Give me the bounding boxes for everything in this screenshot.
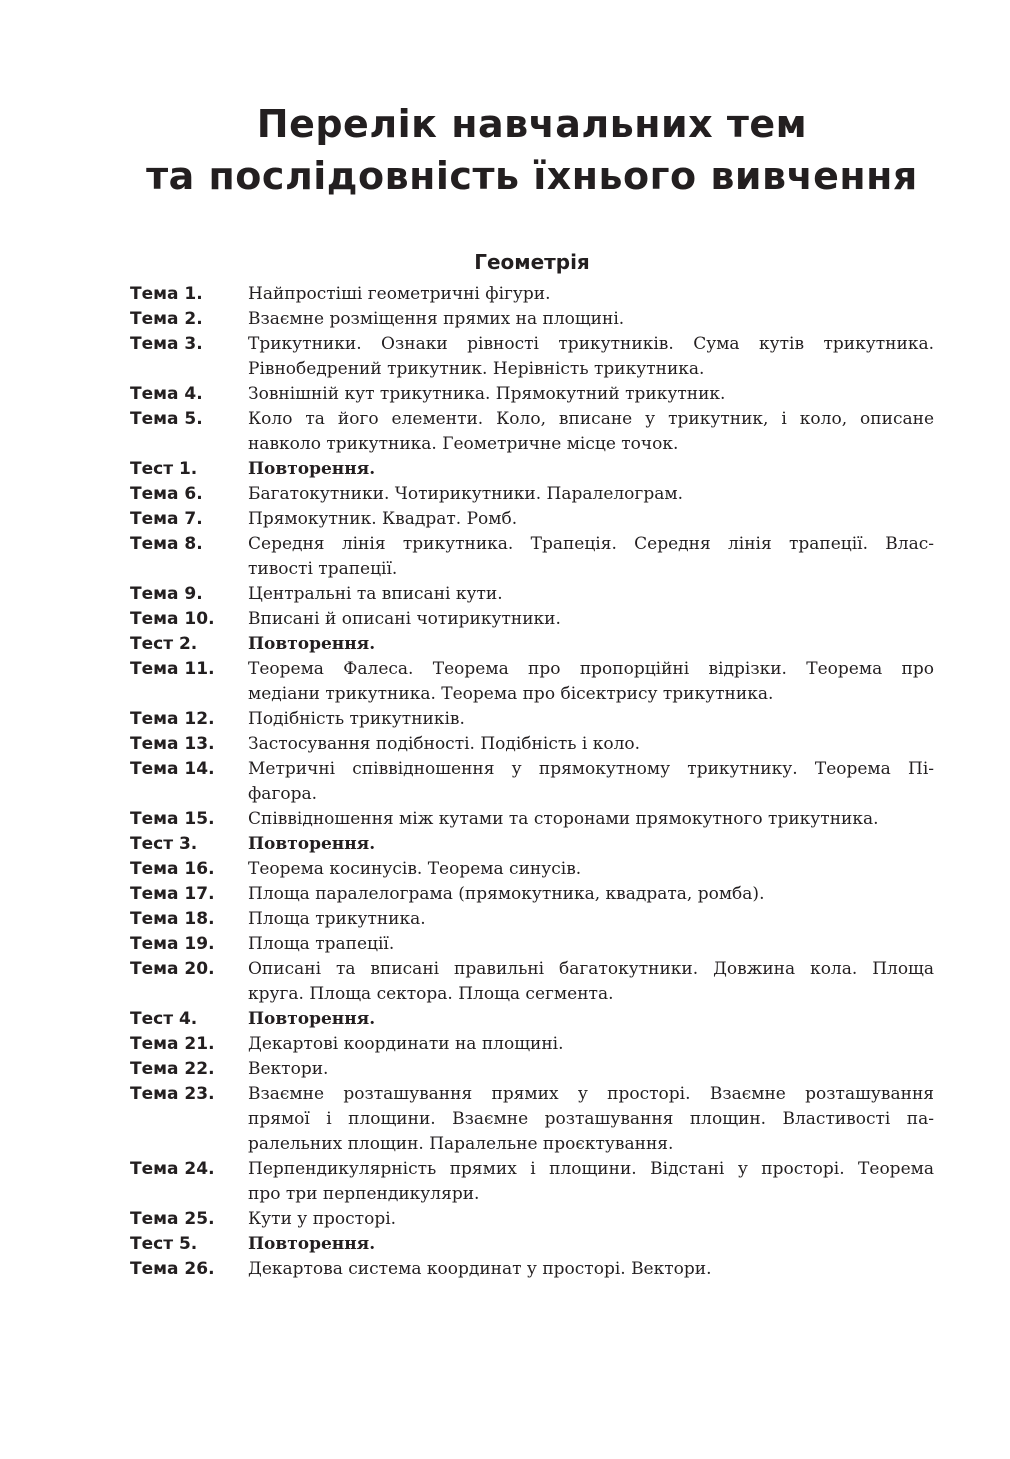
topic-row <box>130 882 934 907</box>
topic-label: Тест 1. <box>130 459 198 479</box>
topic-label: Тема 11. <box>130 659 215 679</box>
topic-text-line: Взаємне розташування прямих у просторі. Взаємне розташування <box>248 1084 934 1104</box>
topic-text-line: тивості трапеції. <box>248 559 398 579</box>
topic-text-line: Вектори. <box>248 1059 329 1079</box>
topic-label: Тема 25. <box>130 1209 215 1229</box>
topic-text-line: Середня лінія трикутника. Трапеція. Середня лінія трапеції. Влас- <box>248 534 934 554</box>
topic-row <box>130 632 934 657</box>
topic-text-line: Повторення. <box>248 459 376 479</box>
topic-row <box>130 857 934 882</box>
topic-row <box>130 607 934 632</box>
topic-label: Тема 6. <box>130 484 203 504</box>
topic-text-line: Вписані й описані чотирикутники. <box>248 609 561 629</box>
topic-text <box>248 482 934 507</box>
topic-text-line: Застосування подібності. Подібність і коло. <box>248 734 641 754</box>
topic-text <box>248 832 934 857</box>
topic-row <box>130 482 934 507</box>
topic-label: Тема 20. <box>130 959 215 979</box>
topic-text <box>248 582 934 607</box>
topic-text-line: прямої і площини. Взаємне розташування площин. Властивості па- <box>248 1109 934 1129</box>
topic-text <box>248 382 934 407</box>
topic-row <box>130 957 934 1007</box>
topic-label: Тема 13. <box>130 734 215 754</box>
topic-text-line: ралельних площин. Паралельне проєктування. <box>248 1134 674 1154</box>
topics-list <box>130 282 934 1282</box>
topic-text-line: Декартова система координат у просторі. Вектори. <box>248 1259 712 1279</box>
topic-text <box>248 732 934 757</box>
topic-text <box>248 632 934 657</box>
topic-text <box>248 457 934 482</box>
topic-label: Тест 3. <box>130 834 198 854</box>
topic-label: Тест 5. <box>130 1234 198 1254</box>
topic-text-line: Подібність трикутників. <box>248 709 465 729</box>
topic-text-line: круга. Площа сектора. Площа сегмента. <box>248 984 614 1004</box>
topic-row <box>130 582 934 607</box>
topic-row <box>130 657 934 707</box>
topic-text-line: Перпендикулярність прямих і площини. Відстані у просторі. Теорема <box>248 1159 934 1179</box>
topic-row <box>130 1007 934 1032</box>
topic-row <box>130 507 934 532</box>
topic-text-line: про три перпендикуляри. <box>248 1184 480 1204</box>
topic-label: Тема 7. <box>130 509 203 529</box>
topic-label: Тема 1. <box>130 284 203 304</box>
topic-label: Тема 26. <box>130 1259 215 1279</box>
page-title-line-1: Перелік навчальних тем <box>256 102 808 146</box>
topic-text <box>248 332 934 382</box>
topic-text-line: медіани трикутника. Теорема про бісектрису трикутника. <box>248 684 774 704</box>
topic-text-line: Коло та його елементи. Коло, вписане у трикутник, і коло, описане <box>248 409 934 429</box>
topic-label: Тема 15. <box>130 809 215 829</box>
topic-text-line: Кути у просторі. <box>248 1209 397 1229</box>
topic-text-line: Теорема косинусів. Теорема синусів. <box>248 859 582 879</box>
topic-row <box>130 1057 934 1082</box>
topic-label: Тест 2. <box>130 634 198 654</box>
topic-text <box>248 657 934 707</box>
topic-row <box>130 382 934 407</box>
topic-row <box>130 282 934 307</box>
topic-text <box>248 407 934 457</box>
topic-row <box>130 807 934 832</box>
topic-text-line: Площа трапеції. <box>248 934 395 954</box>
topic-text <box>248 882 934 907</box>
subject-heading: Геометрія <box>474 250 590 274</box>
topic-row <box>130 1032 934 1057</box>
topic-text <box>248 607 934 632</box>
topic-row <box>130 832 934 857</box>
topic-label: Тема 2. <box>130 309 203 329</box>
topic-text <box>248 857 934 882</box>
topic-text-line: Теорема Фалеса. Теорема про пропорційні відрізки. Теорема про <box>248 659 934 679</box>
page-title-line-2: та послідовність їхнього вивчення <box>146 154 918 198</box>
topic-row <box>130 307 934 332</box>
topic-text-line: Площа трикутника. <box>248 909 426 929</box>
topic-row <box>130 332 934 382</box>
topic-row <box>130 457 934 482</box>
topic-text <box>248 1082 934 1157</box>
topic-text <box>248 1257 934 1282</box>
topic-label: Тест 4. <box>130 1009 198 1029</box>
topic-text-line: Взаємне розміщення прямих на площині. <box>248 309 625 329</box>
topic-text <box>248 907 934 932</box>
topic-text <box>248 807 934 832</box>
topic-row <box>130 1082 934 1157</box>
topic-text-line: Описані та вписані правильні багатокутники. Довжина кола. Площа <box>248 959 934 979</box>
topic-text-line: Співвідношення між кутами та сторонами прямокутного трикутника. <box>248 809 879 829</box>
topic-text <box>248 957 934 1007</box>
topic-label: Тема 22. <box>130 1059 215 1079</box>
topic-row <box>130 907 934 932</box>
topic-text <box>248 282 934 307</box>
topic-label: Тема 8. <box>130 534 203 554</box>
topic-row <box>130 1207 934 1232</box>
topic-text <box>248 1207 934 1232</box>
topic-text-line: Повторення. <box>248 634 376 654</box>
topic-label: Тема 21. <box>130 1034 215 1054</box>
topic-text-line: Центральні та вписані кути. <box>248 584 503 604</box>
topic-row <box>130 1257 934 1282</box>
topic-text-line: Прямокутник. Квадрат. Ромб. <box>248 509 518 529</box>
topic-label: Тема 9. <box>130 584 203 604</box>
topic-text <box>248 1232 934 1257</box>
topic-label: Тема 5. <box>130 409 203 429</box>
topic-text-line: Метричні співвідношення у прямокутному трикутнику. Теорема Пі- <box>248 759 934 779</box>
topic-text <box>248 757 934 807</box>
topic-text <box>248 1007 934 1032</box>
topic-text-line: Зовнішній кут трикутника. Прямокутний трикутник. <box>248 384 726 404</box>
topic-row <box>130 407 934 457</box>
topic-label: Тема 4. <box>130 384 203 404</box>
topic-label: Тема 16. <box>130 859 215 879</box>
topic-text <box>248 507 934 532</box>
topic-label: Тема 17. <box>130 884 215 904</box>
topic-label: Тема 14. <box>130 759 215 779</box>
topic-text <box>248 1157 934 1207</box>
topic-text-line: Повторення. <box>248 834 376 854</box>
topic-row <box>130 757 934 807</box>
topic-text-line: Повторення. <box>248 1234 376 1254</box>
topic-text-line: Декартові координати на площині. <box>248 1034 564 1054</box>
topic-label: Тема 19. <box>130 934 215 954</box>
topic-label: Тема 3. <box>130 334 203 354</box>
page-title <box>0 98 1010 202</box>
topic-row <box>130 1157 934 1207</box>
topic-text <box>248 532 934 582</box>
topic-row <box>130 732 934 757</box>
topic-text <box>248 307 934 332</box>
topic-text-line: фагора. <box>248 784 318 804</box>
topic-row <box>130 1232 934 1257</box>
topic-text-line: Трикутники. Ознаки рівності трикутників. Сума кутів трикутника. <box>248 334 934 354</box>
topic-label: Тема 24. <box>130 1159 215 1179</box>
topic-text <box>248 1032 934 1057</box>
topic-label: Тема 12. <box>130 709 215 729</box>
topic-text-line: Рівнобедрений трикутник. Нерівність трикутника. <box>248 359 705 379</box>
topic-text-line: Повторення. <box>248 1009 376 1029</box>
topic-label: Тема 23. <box>130 1084 215 1104</box>
topic-text <box>248 1057 934 1082</box>
topic-label: Тема 18. <box>130 909 215 929</box>
topic-row <box>130 532 934 582</box>
topic-text <box>248 932 934 957</box>
topic-label: Тема 10. <box>130 609 215 629</box>
topic-text-line: Найпростіші геометричні фігури. <box>248 284 551 304</box>
topic-text-line: навколо трикутника. Геометричне місце точок. <box>248 434 679 454</box>
topic-text-line: Площа паралелограма (прямокутника, квадрата, ромба). <box>248 884 765 904</box>
topic-row <box>130 707 934 732</box>
topic-row <box>130 932 934 957</box>
topic-text-line: Багатокутники. Чотирикутники. Паралелограм. <box>248 484 683 504</box>
topic-text <box>248 707 934 732</box>
